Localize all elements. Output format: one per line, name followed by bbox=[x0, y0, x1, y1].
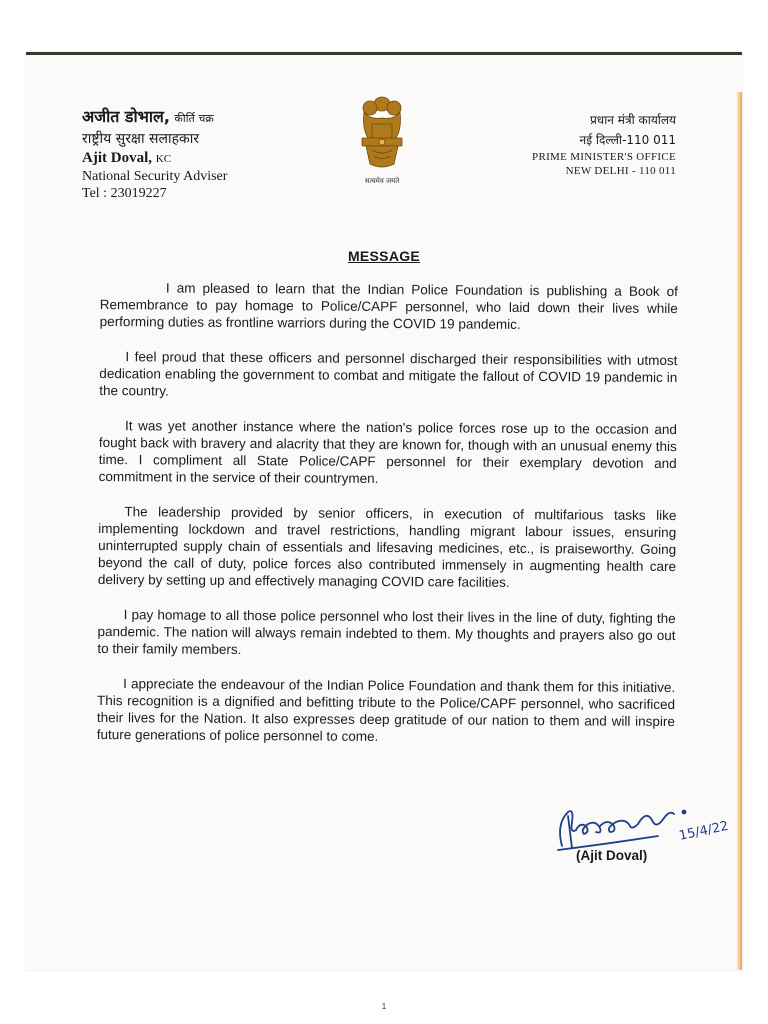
signature-date: 15/4/22 bbox=[677, 818, 730, 844]
sender-name-hindi: अजीत डोभाल, bbox=[82, 107, 170, 126]
page-number: 1 bbox=[381, 1002, 387, 1011]
emblem-motto: सत्यमेव जयते bbox=[364, 177, 400, 185]
message-title: MESSAGE bbox=[347, 248, 421, 264]
sender-name-english: Ajit Doval, bbox=[82, 150, 152, 166]
letter-page bbox=[26, 52, 742, 970]
lion-capital-icon bbox=[354, 94, 410, 170]
national-emblem bbox=[352, 94, 412, 194]
message-paragraph: I feel proud that these officers and personnel discharged their responsibilities with utmost dedication enabling the government to combat and mitigate the fallout of COVID 19 pandemic in the country. bbox=[99, 349, 678, 399]
message-paragraph: The leadership provided by senior officers, in execution of multifarious tasks like implementing lockdown and travel restrictions, handling migrant labour issues, ensuring uninterrupted supply chain of essentials and lifesaving medicines, etc., is praiseworthy. Going beyond the call of duty, police forces also contributed immensely in augmenting health care delivery by setting up and effectively managing COVID care facilities. bbox=[97, 504, 677, 590]
office-city-english: NEW DELHI - 110 011 bbox=[565, 165, 676, 177]
message-paragraph: I am pleased to learn that the Indian Police Foundation is publishing a Book of Remembrance to pay homage to Police/CAPF personnel, who laid down their lives while performing duties as frontline warriors during the COVID 19 pandemic. bbox=[99, 280, 678, 332]
office-block bbox=[532, 110, 676, 178]
sender-title-english: National Security Adviser bbox=[82, 169, 228, 184]
message-paragraph: It was yet another instance where the nation's police forces rose up to the occasion and fought back with bravery and alacrity that they are known for, though with an unusual enemy this time. I compliment all State Police/CAPF personnel for their exemplary devotion and commitment in the service of their countrymen. bbox=[98, 418, 678, 486]
message-body bbox=[97, 279, 678, 765]
office-city-hindi: नई दिल्ली-110 011 bbox=[579, 133, 676, 147]
sender-telephone: Tel : 23019227 bbox=[82, 186, 167, 201]
office-name-english: PRIME MINISTER'S OFFICE bbox=[532, 151, 676, 163]
message-paragraph: I pay homage to all those police personnel who lost their lives in the line of duty, fighting the pandemic. The nation will always remain indebted to them. My thoughts and prayers also go out to their family members. bbox=[97, 607, 676, 657]
signatory-name: (Ajit Doval) bbox=[576, 848, 648, 863]
sender-title-hindi: राष्ट्रीय सुरक्षा सलाहकार bbox=[82, 131, 200, 147]
sender-block bbox=[82, 107, 227, 202]
sender-award-hindi: कीर्ति चक्र bbox=[174, 112, 214, 125]
sender-award-english: KC bbox=[155, 153, 172, 165]
office-name-hindi: प्रधान मंत्री कार्यालय bbox=[589, 113, 676, 127]
message-paragraph: I appreciate the endeavour of the Indian Police Foundation and thank them for this initiative. This recognition is a dignified and befitting tribute to the Police/CAPF personnel, who sacrificed their lives for the Nation. It also expresses deep gratitude of our nation to them and will inspire future generations of police personnel to come. bbox=[96, 676, 676, 744]
